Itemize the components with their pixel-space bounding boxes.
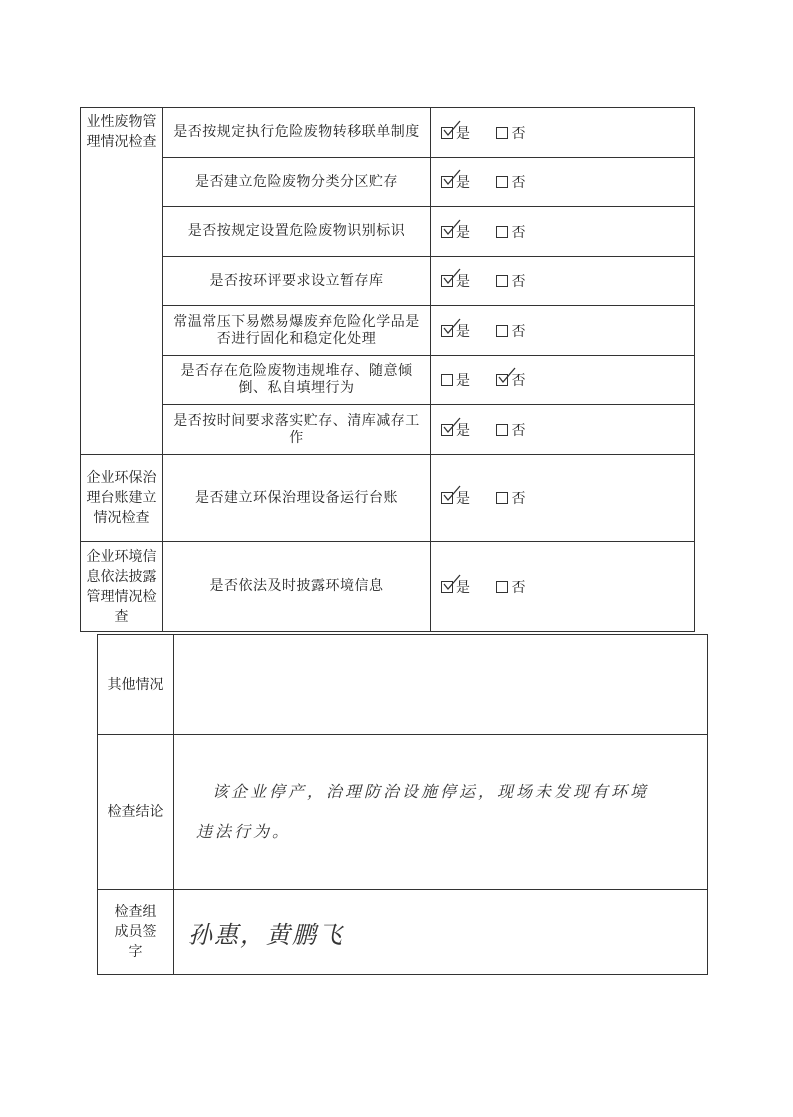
yes-checkbox[interactable] bbox=[441, 271, 470, 291]
question-transfer-manifest: 是否按规定执行危险废物转移联单制度 bbox=[163, 108, 431, 158]
no-checkbox[interactable] bbox=[496, 271, 525, 291]
no-checkbox[interactable] bbox=[496, 488, 525, 508]
table-row bbox=[81, 542, 695, 632]
other-label: 其他情况 bbox=[98, 635, 174, 735]
question-identification-marks: 是否按规定设置危险废物识别标识 bbox=[163, 207, 431, 257]
yes-checkbox[interactable] bbox=[441, 370, 470, 390]
table-row bbox=[98, 890, 708, 975]
checkbox-box bbox=[496, 226, 508, 238]
category-disclosure: 企业环境信息依法披露管理情况检查 bbox=[81, 542, 163, 632]
checkbox-box bbox=[496, 581, 508, 593]
inspection-table-bottom bbox=[97, 634, 708, 975]
conclusion-label: 检查结论 bbox=[98, 735, 174, 890]
option-group bbox=[431, 306, 695, 356]
table-row bbox=[81, 455, 695, 542]
check-mark-icon bbox=[443, 169, 461, 187]
checkbox-box bbox=[496, 127, 508, 139]
yes-label: 是 bbox=[456, 274, 470, 290]
option-group bbox=[431, 158, 695, 207]
no-label: 否 bbox=[511, 373, 526, 389]
table-row bbox=[81, 405, 695, 455]
check-mark-icon bbox=[443, 268, 461, 286]
question-temporary-storage: 是否按环评要求设立暂存库 bbox=[163, 257, 431, 306]
checkbox-box bbox=[441, 581, 453, 593]
yes-label: 是 bbox=[456, 224, 470, 241]
other-content[interactable] bbox=[174, 635, 708, 735]
conclusion-line-1: 该企业停产，治理防治设施停运，现场未发现有环境 bbox=[212, 782, 650, 801]
option-group bbox=[431, 207, 695, 257]
yes-checkbox[interactable] bbox=[441, 123, 470, 143]
table-row bbox=[81, 257, 695, 306]
checkbox-box bbox=[441, 275, 453, 287]
table-row bbox=[98, 635, 708, 735]
check-mark-icon bbox=[443, 485, 461, 503]
yes-label: 是 bbox=[456, 175, 470, 191]
checkbox-box bbox=[496, 374, 508, 386]
checkbox-box bbox=[441, 424, 453, 436]
no-checkbox[interactable] bbox=[496, 577, 525, 597]
yes-label: 是 bbox=[456, 579, 470, 596]
yes-checkbox[interactable] bbox=[441, 577, 470, 597]
checkbox-box bbox=[441, 176, 453, 188]
check-mark-icon bbox=[443, 318, 461, 336]
yes-label: 是 bbox=[456, 323, 470, 340]
yes-label: 是 bbox=[456, 491, 470, 507]
checkbox-box bbox=[496, 424, 508, 436]
no-checkbox[interactable] bbox=[496, 420, 525, 440]
yes-checkbox[interactable] bbox=[441, 321, 470, 341]
check-mark-icon bbox=[498, 367, 516, 385]
question-disclosure: 是否依法及时披露环境信息 bbox=[163, 542, 431, 632]
checkbox-box bbox=[496, 492, 508, 504]
signers-content[interactable] bbox=[174, 890, 708, 975]
checkbox-box bbox=[496, 176, 508, 188]
yes-checkbox[interactable] bbox=[441, 222, 470, 242]
check-mark-icon bbox=[443, 574, 461, 592]
inspection-table-top bbox=[80, 107, 695, 632]
table-row bbox=[81, 158, 695, 207]
yes-label: 是 bbox=[456, 373, 470, 389]
no-checkbox[interactable] bbox=[496, 123, 525, 143]
question-stabilization: 常温常压下易燃易爆废弃危险化学品是否进行固化和稳定化处理 bbox=[163, 306, 431, 356]
question-ledger: 是否建立环保治理设备运行台账 bbox=[163, 455, 431, 542]
yes-checkbox[interactable] bbox=[441, 172, 470, 192]
no-checkbox[interactable] bbox=[496, 222, 525, 242]
category-ledger: 企业环保治理台账建立情况检查 bbox=[81, 455, 163, 542]
no-label: 否 bbox=[511, 491, 526, 507]
no-label: 否 bbox=[511, 579, 526, 596]
question-classified-storage: 是否建立危险废物分类分区贮存 bbox=[163, 158, 431, 207]
category-hazardous-waste: 业性废物管理情况检查 bbox=[81, 108, 163, 455]
no-checkbox[interactable] bbox=[496, 321, 525, 341]
table-row bbox=[81, 306, 695, 356]
checkbox-box bbox=[496, 325, 508, 337]
signers-handwriting: 孙惠，黄鹏飞 bbox=[188, 920, 344, 949]
no-checkbox[interactable] bbox=[496, 370, 525, 390]
no-label: 否 bbox=[511, 274, 526, 290]
yes-checkbox[interactable] bbox=[441, 420, 470, 440]
no-checkbox[interactable] bbox=[496, 172, 525, 192]
option-group bbox=[431, 542, 695, 632]
check-mark-icon bbox=[443, 417, 461, 435]
yes-label: 是 bbox=[456, 422, 470, 439]
yes-checkbox[interactable] bbox=[441, 488, 470, 508]
option-group bbox=[431, 257, 695, 306]
conclusion-line-2: 违法行为。 bbox=[196, 822, 292, 841]
checkbox-box bbox=[441, 127, 453, 139]
no-label: 否 bbox=[511, 125, 526, 142]
question-illegal-dumping: 是否存在危险废物违规堆存、随意倾倒、私自填埋行为 bbox=[163, 356, 431, 405]
no-label: 否 bbox=[511, 323, 526, 340]
option-group bbox=[431, 108, 695, 158]
question-storage-clearance: 是否按时间要求落实贮存、清库减存工作 bbox=[163, 405, 431, 455]
table-row bbox=[81, 207, 695, 257]
option-group bbox=[431, 455, 695, 542]
signers-label: 检查组成员签字 bbox=[98, 890, 174, 975]
checkbox-box bbox=[441, 374, 453, 386]
check-mark-icon bbox=[443, 120, 461, 138]
check-mark-icon bbox=[443, 219, 461, 237]
no-label: 否 bbox=[511, 224, 526, 241]
checkbox-box bbox=[496, 275, 508, 287]
table-row bbox=[81, 356, 695, 405]
checkbox-box bbox=[441, 226, 453, 238]
no-label: 否 bbox=[511, 175, 526, 191]
conclusion-content[interactable] bbox=[174, 735, 708, 890]
checkbox-box bbox=[441, 325, 453, 337]
checkbox-box bbox=[441, 492, 453, 504]
yes-label: 是 bbox=[456, 125, 470, 142]
option-group bbox=[431, 405, 695, 455]
option-group bbox=[431, 356, 695, 405]
no-label: 否 bbox=[511, 422, 526, 439]
table-row bbox=[81, 108, 695, 158]
table-row bbox=[98, 735, 708, 890]
